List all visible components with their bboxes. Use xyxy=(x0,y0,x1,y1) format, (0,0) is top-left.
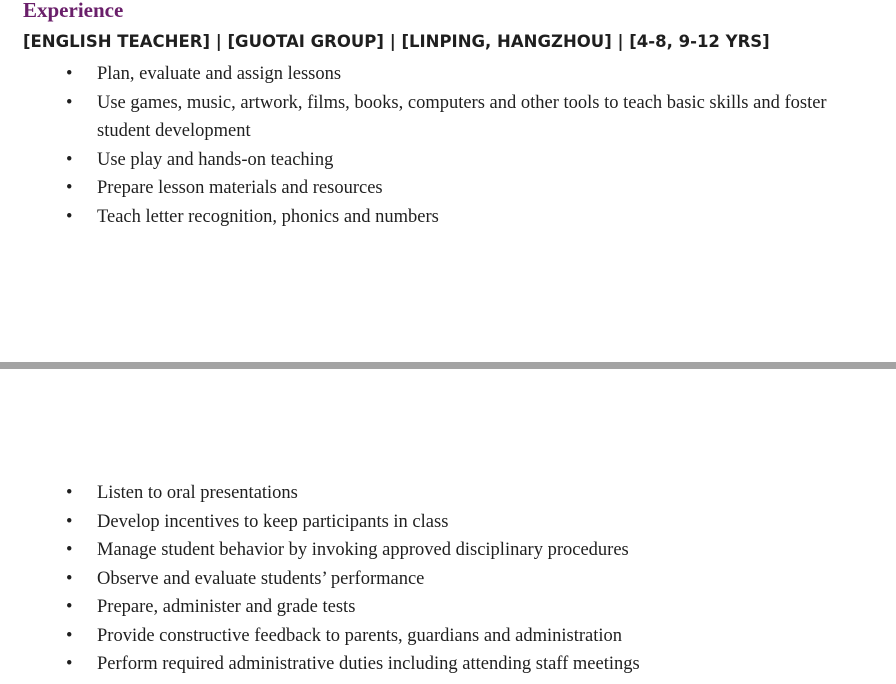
section-heading: Experience xyxy=(23,0,124,22)
bullet-icon: • xyxy=(66,654,73,674)
list-item xyxy=(0,174,837,203)
list-item xyxy=(0,89,837,146)
bullet-icon: • xyxy=(66,149,73,170)
list-item-text: Listen to oral presentations xyxy=(97,483,298,503)
bullet-icon: • xyxy=(66,92,73,113)
list-item-text: Perform required administrative duties including attending staff meetings xyxy=(97,654,640,674)
list-item-text: Plan, evaluate and assign lessons xyxy=(97,64,342,84)
bullet-icon: • xyxy=(66,625,73,646)
list-item-text: Use games, music, artwork, films, books, computers and other tools to teach basic skills and foster student development xyxy=(97,92,827,141)
list-item-text: Manage student behavior by invoking approved disciplinary procedures xyxy=(97,540,629,560)
bullet-icon: • xyxy=(66,206,73,227)
duties-list-bottom xyxy=(0,479,837,679)
list-item xyxy=(0,203,837,232)
list-item xyxy=(0,508,837,537)
list-item-text: Use play and hands-on teaching xyxy=(97,149,334,170)
duties-list-top xyxy=(0,60,837,231)
list-item-text: Provide constructive feedback to parents, guardians and administration xyxy=(97,625,623,646)
list-item-text: Develop incentives to keep participants in class xyxy=(97,511,449,532)
list-item xyxy=(0,479,837,508)
bullet-icon: • xyxy=(66,511,73,532)
list-item xyxy=(0,650,837,679)
list-item xyxy=(0,536,837,565)
job-title-line: [ENGLISH TEACHER] | [GUOTAI GROUP] | [LINPING, HANGZHOU] | [4-8, 9-12 YRS] xyxy=(23,32,770,51)
bullet-icon: • xyxy=(66,568,73,589)
bullet-icon: • xyxy=(66,483,73,503)
list-item-text: Observe and evaluate students’ performance xyxy=(97,568,425,589)
bullet-icon: • xyxy=(66,540,73,560)
bullet-icon: • xyxy=(66,178,73,198)
list-item xyxy=(0,593,837,622)
list-item xyxy=(0,146,837,175)
bullet-icon: • xyxy=(66,597,73,617)
list-item-text: Prepare, administer and grade tests xyxy=(97,597,356,617)
list-item xyxy=(0,565,837,594)
list-item-text: Prepare lesson materials and resources xyxy=(97,178,383,198)
bullet-icon: • xyxy=(66,64,73,84)
page-break-divider xyxy=(0,362,896,369)
list-item-text: Teach letter recognition, phonics and numbers xyxy=(97,206,439,227)
list-item xyxy=(0,60,837,89)
list-item xyxy=(0,622,837,651)
